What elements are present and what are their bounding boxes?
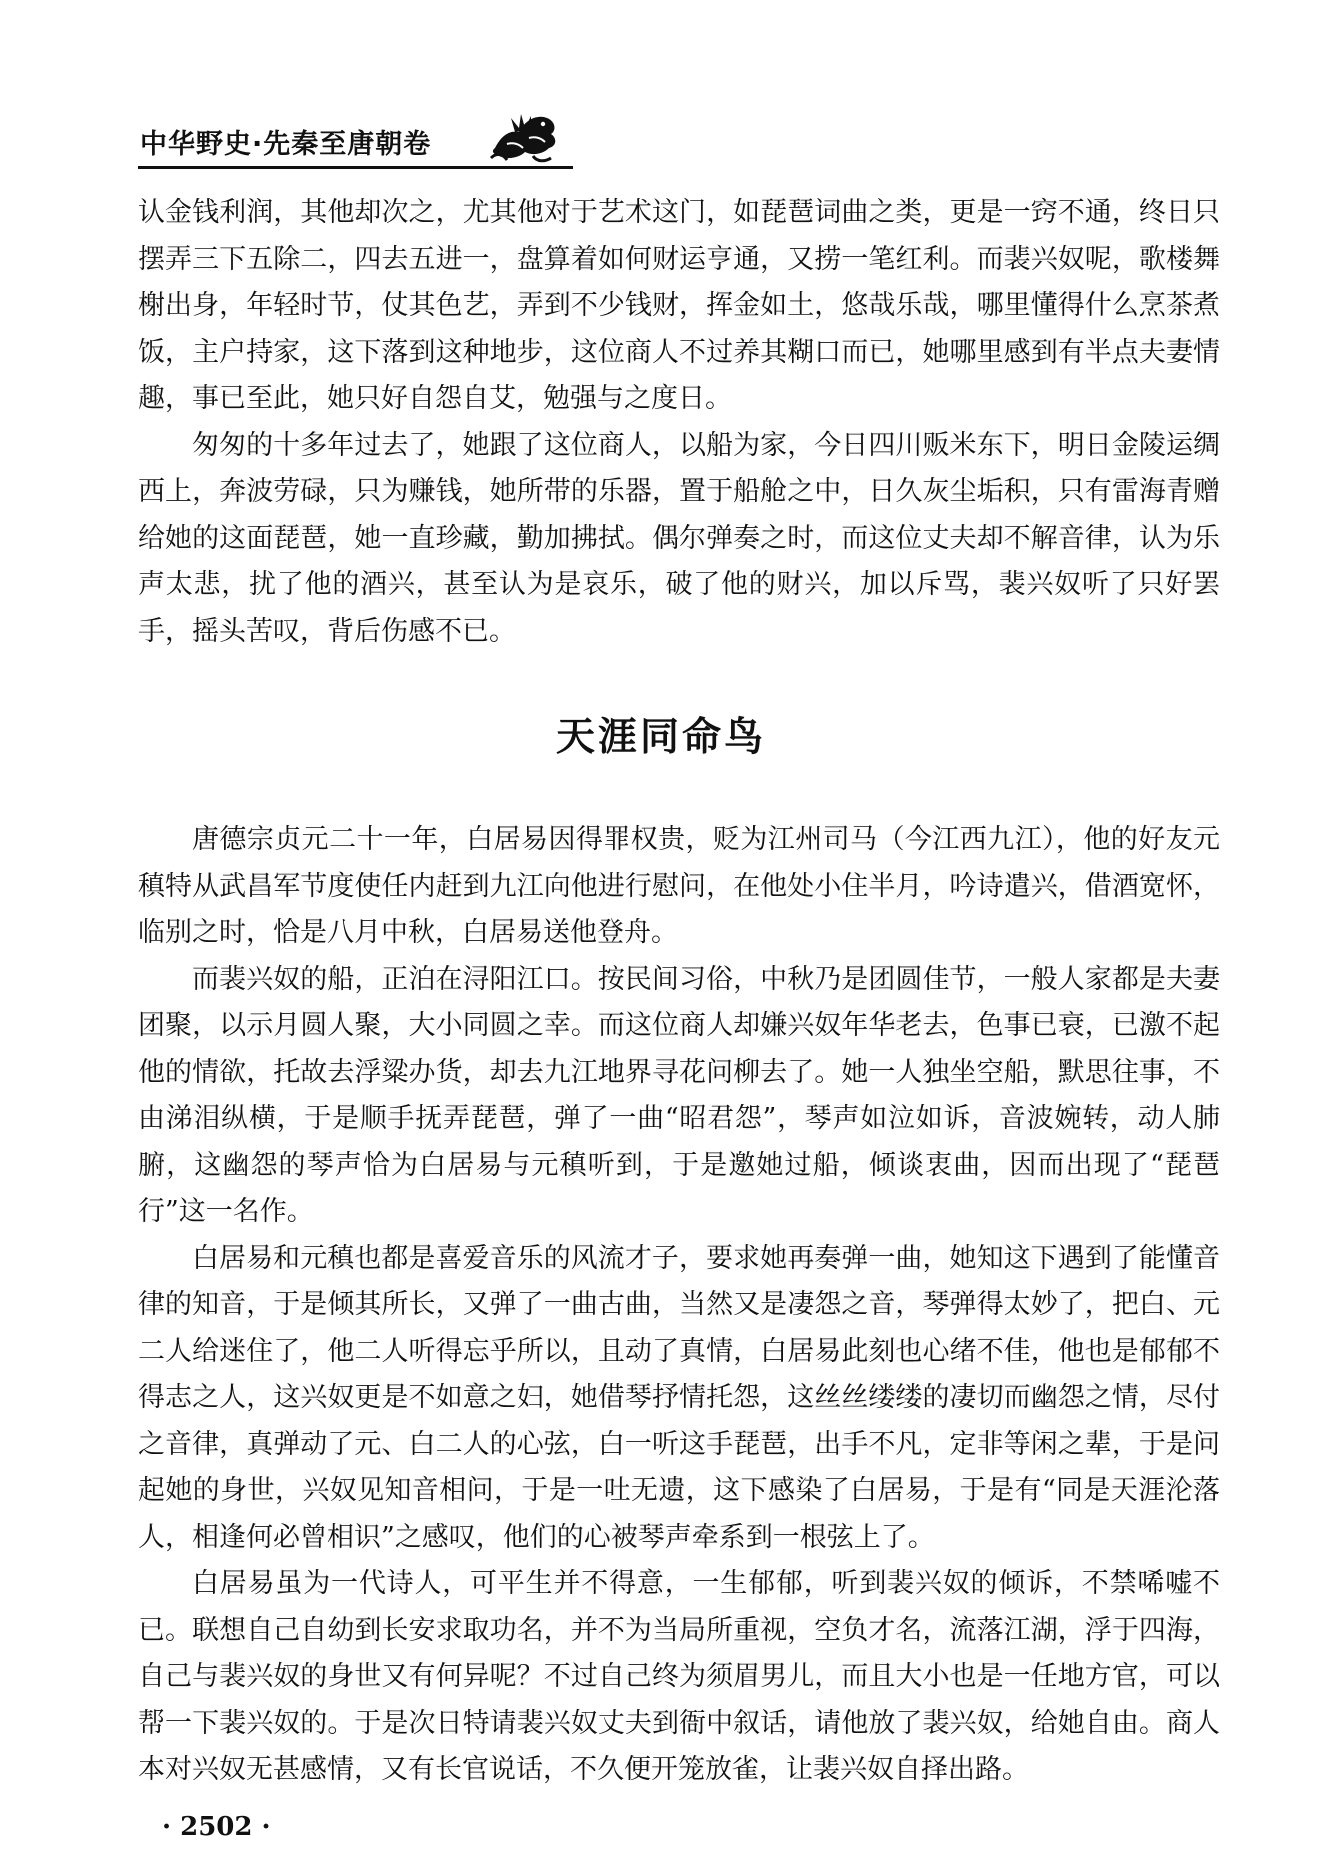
book-title: 中华野史·先秦至唐朝卷 (140, 129, 432, 160)
dragon-icon (485, 108, 563, 164)
paragraph: 唐德宗贞元二十一年，白居易因得罪权贵，贬为江州司马（今江西九江），他的好友元稹特从武昌军节度使任内赶到九江向他进行慰问，在他处小住半月，吟诗遣兴，借酒宽怀，临别之时，恰是八月中秋，白居易送他登舟。 (138, 824, 1220, 948)
paragraph: 白居易和元稹也都是喜爱音乐的风流才子，要求她再奏弹一曲，她知这下遇到了能懂音律的知音，于是倾其所长，又弹了一曲古曲，当然又是凄怨之音，琴弹得太妙了，把白、元二人给迷住了，他二人听得忘乎所以，且动了真情，白居易此刻也心绪不佳，他也是郁郁不得志之人，这兴奴更是不如意之妇，她借琴抒情托怨，这丝丝缕缕的凄切而幽怨之情，尽付之音律，真弹动了元、白二人的心弦，白一听这手琵琶，出手不凡，定非等闲之辈，于是问起她的身世，兴奴见知音相问，于是一吐无遗，这下感染了白居易，于是有“同是天涯沦落人，相逢何必曾相识”之感叹，他们的心被琴声牵系到一根弦上了。 (138, 1242, 1220, 1553)
page-number: · 2502 · (162, 1812, 271, 1842)
paragraph: 认金钱利润，其他却次之，尤其他对于艺术这门，如琵琶词曲之类，更是一窍不通，终日只摆弄三下五除二，四去五进一，盘算着如何财运亨通，又捞一笔红利。而裴兴奴呢，歌楼舞榭出身，年轻时节，仗其色艺，弄到不少钱财，挥金如土，悠哉乐哉，哪里懂得什么烹茶煮饭，主户持家，这下落到这种地步，这位商人不过养其糊口而已，她哪里感到有半点夫妻情趣，事已至此，她只好自怨自艾，勉强与之度日。 (138, 197, 1220, 414)
paragraph: 匆匆的十多年过去了，她跟了这位商人，以船为家，今日四川贩米东下，明日金陵运绸西上，奔波劳碌，只为赚钱，她所带的乐器，置于船舱之中，日久灰尘垢积，只有雷海青赠给她的这面琵琶，她一直珍藏，勤加拂拭。偶尔弹奏之时，而这位丈夫却不解音律，认为乐声太悲，扰了他的酒兴，甚至认为是哀乐，破了他的财兴，加以斥骂，裴兴奴听了只好罢手，摇头苦叹，背后伤感不已。 (138, 429, 1220, 647)
text-block-top (138, 190, 1220, 655)
running-header (140, 108, 1230, 164)
paragraph: 而裴兴奴的船，正泊在浔阳江口。按民间习俗，中秋乃是团圆佳节，一般人家都是夫妻团聚，以示月圆人聚，大小同圆之幸。而这位商人却嫌兴奴年华老去，色事已衰，已激不起他的情欲，托故去浮粱办货，却去九江地界寻花问柳去了。她一人独坐空船，默思往事，不由涕泪纵横，于是顺手抚弄琵琶，弹了一曲“昭君怨”，琴声如泣如诉，音波婉转，动人肺腑，这幽怨的琴声恰为白居易与元稹听到，于是邀她过船，倾谈衷曲，因而出现了“琵琶行”这一名作。 (138, 963, 1220, 1227)
paragraph: 白居易虽为一代诗人，可平生并不得意，一生郁郁，听到裴兴奴的倾诉，不禁唏嘘不已。联想自己自幼到长安求取功名，并不为当局所重视，空负才名，流落江湖，浮于四海，自己与裴兴奴的身世又有何异呢？不过自己终为须眉男儿，而且大小也是一任地方官，可以帮一下裴兴奴的。于是次日特请裴兴奴丈夫到衙中叙话，请他放了裴兴奴，给她自由。商人本对兴奴无甚感情，又有长官说话，不久便开笼放雀，让裴兴奴自择出路。 (138, 1568, 1220, 1785)
header-divider (138, 166, 573, 169)
section-title: 天涯同命鸟 (555, 715, 766, 760)
text-block-main (138, 817, 1220, 1794)
